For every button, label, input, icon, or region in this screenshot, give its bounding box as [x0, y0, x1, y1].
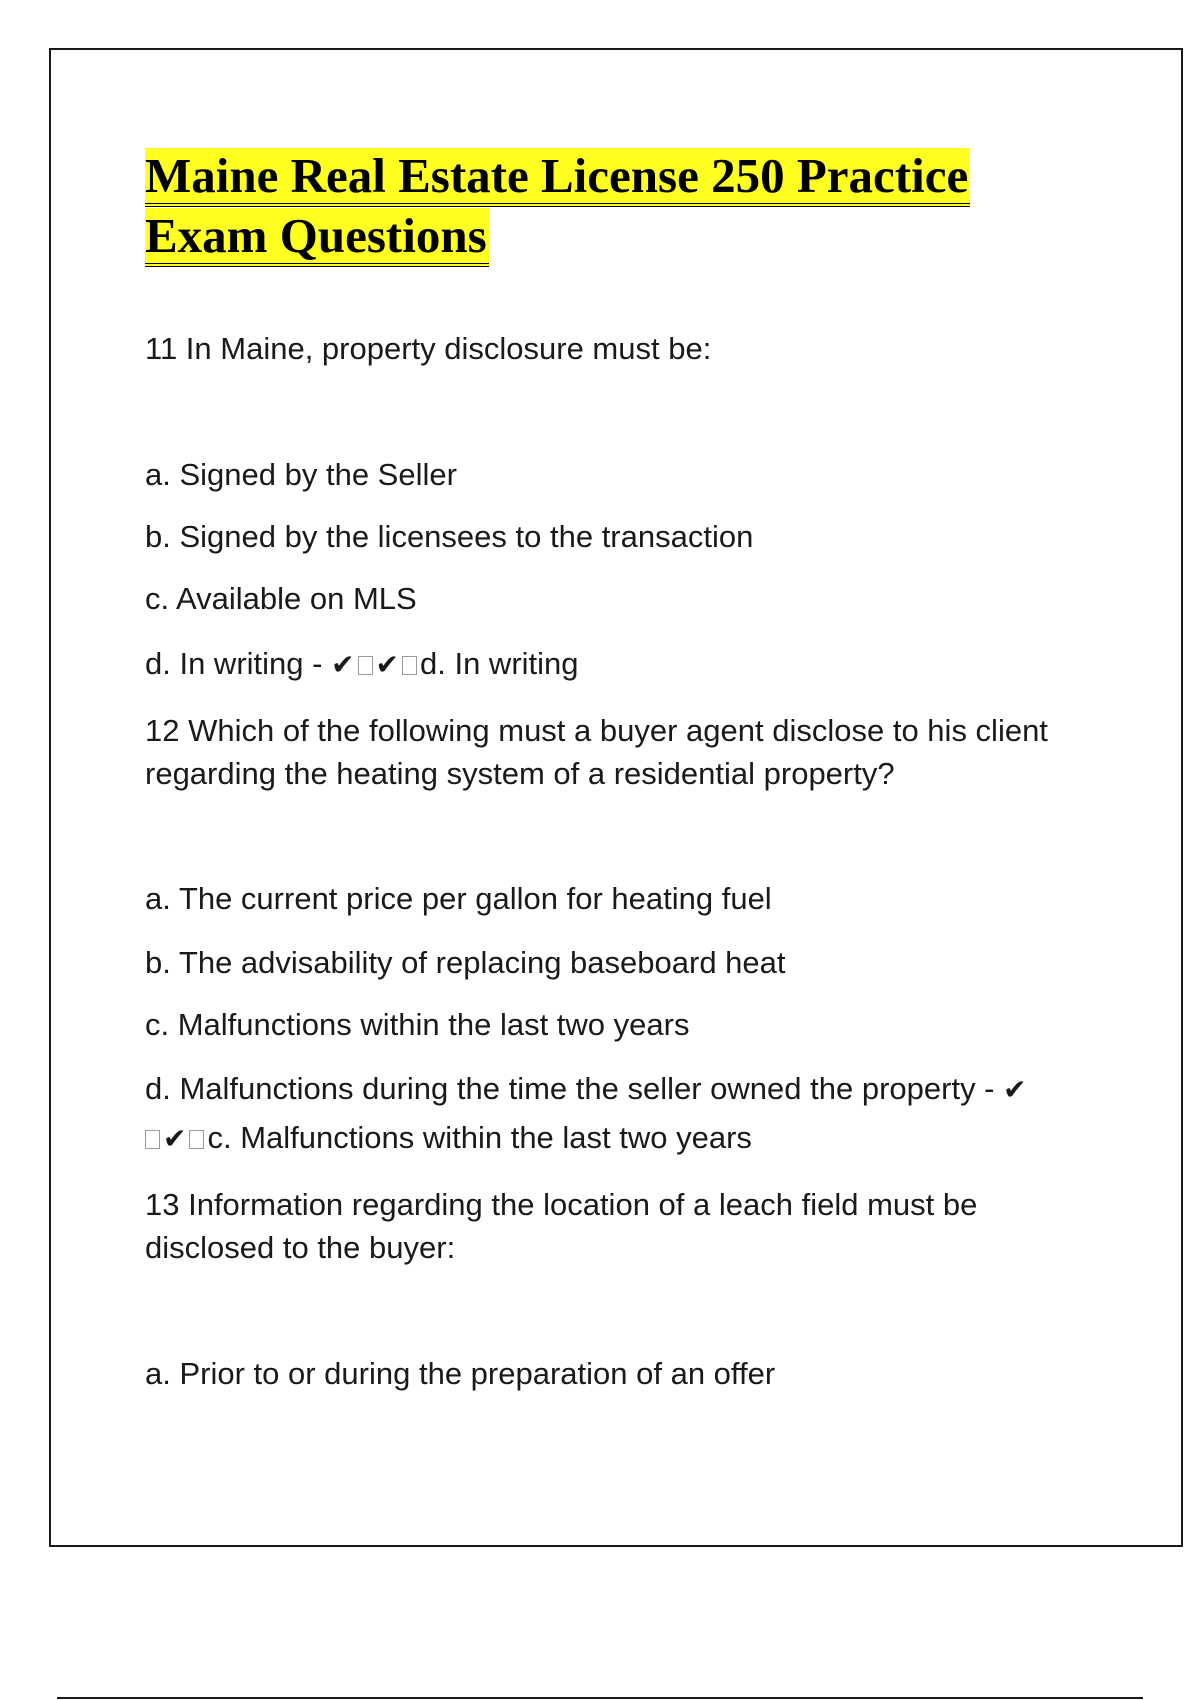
empty-box-icon — [358, 656, 373, 675]
question-11-option-d — [145, 642, 579, 686]
empty-box-icon — [402, 656, 417, 675]
question-11-option-d-text: d. In writing - — [145, 646, 332, 681]
page-frame — [49, 48, 1183, 1547]
question-12-answer: c. Malfunctions within the last two years — [207, 1120, 752, 1155]
empty-box-icon — [189, 1130, 204, 1149]
question-11-option-b: b. Signed by the licensees to the transaction — [145, 519, 754, 554]
question-12-prompt-line-1: 12 Which of the following must a buyer agent disclose to his client — [145, 713, 1048, 748]
question-12-prompt-line-2: regarding the heating system of a residential property? — [145, 756, 895, 791]
checkmark-icon: ✔ — [1003, 1073, 1027, 1106]
question-13-option-a: a. Prior to or during the preparation of an offer — [145, 1356, 776, 1391]
checkmark-icon: ✔ — [163, 1122, 187, 1155]
question-13-prompt-line-2: disclosed to the buyer: — [145, 1230, 456, 1265]
question-11-option-c: c. Available on MLS — [145, 581, 417, 616]
question-11-answer: d. In writing — [420, 646, 579, 681]
question-12-option-d — [145, 1067, 1027, 1111]
checkmark-icon: ✔ — [331, 648, 355, 681]
question-12-option-c: c. Malfunctions within the last two years — [145, 1007, 690, 1042]
page-title — [145, 146, 1045, 266]
checkmark-icon: ✔ — [375, 648, 399, 681]
question-11-option-a: a. Signed by the Seller — [145, 457, 457, 492]
question-12-option-a: a. The current price per gallon for heating fuel — [145, 881, 772, 916]
question-11-prompt: 11 In Maine, property disclosure must be: — [145, 331, 712, 366]
empty-box-icon — [145, 1130, 160, 1149]
question-12-option-b: b. The advisability of replacing baseboard heat — [145, 945, 786, 980]
title-line-2: Exam Questions — [145, 208, 489, 267]
title-line-1: Maine Real Estate License 250 Practice — [145, 148, 970, 207]
bottom-divider — [57, 1697, 1143, 1699]
question-12-option-d-text: d. Malfunctions during the time the seller owned the property - — [145, 1071, 1004, 1106]
question-12-answer-line — [145, 1116, 752, 1160]
question-13-prompt-line-1: 13 Information regarding the location of a leach field must be — [145, 1187, 978, 1222]
